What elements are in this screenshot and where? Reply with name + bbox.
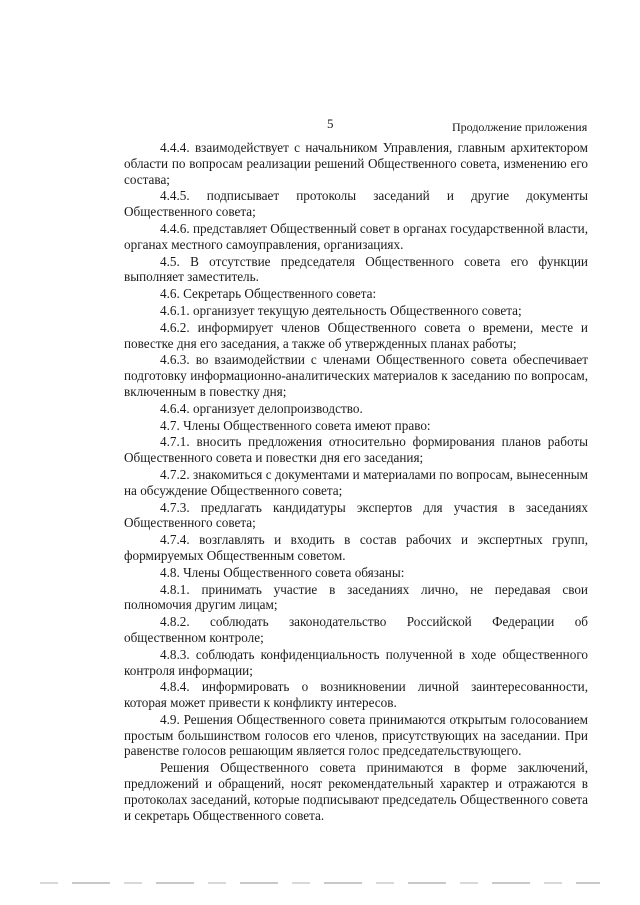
paragraph-4-8-1: 4.8.1. принимать участие в заседаниях лично, не передавая свои полномочия другим лицам; — [124, 581, 588, 613]
paragraph-4-6-1: 4.6.1. организует текущую деятельность Общественного совета; — [160, 302, 522, 318]
page-number: 5 — [327, 116, 334, 131]
paragraph-4-6-2: 4.6.2. информирует членов Общественного совета о времени, месте и повестке дня его заседания, а также об утвержденных планах работы; — [124, 319, 588, 351]
paragraph-4-6: 4.6. Секретарь Общественного совета: — [160, 286, 377, 302]
paragraph-4-8-2: 4.8.2. соблюдать законодательство Российской Федерации об общественном контроле; — [124, 614, 588, 645]
paragraph-4-7-2: 4.7.2. знакомиться с документами и материалами по вопросам, вынесенным на обсуждение Общественного совета; — [124, 466, 588, 498]
paragraph-4-7-1: 4.7.1. вносить предложения относительно формирования планов работы Общественного совета и повестки дня его заседания; — [124, 434, 588, 466]
paragraph-decisions: Решения Общественного совета принимаются в форме заключений, предложений и обращений, носят рекомендательный характер и отражаются в протоколах заседаний, которые подписывают председатель Общественного совета и секретарь Общественного совета. — [124, 760, 588, 823]
paragraph-4-7-3: 4.7.3. предлагать кандидатуры экспертов для участия в заседаниях Общественного совета; — [124, 499, 588, 531]
paragraph-4-5: 4.5. В отсутствие председателя Общественного совета его функции выполняет заместитель. — [124, 253, 588, 285]
paragraph-4-8: 4.8. Члены Общественного совета обязаны: — [160, 564, 405, 580]
paragraph-4-8-4: 4.8.4. информировать о возникновении личной заинтересованности, которая может привести к конфликту интересов. — [124, 679, 588, 711]
paragraph-4-6-3: 4.6.3. во взаимодействии с членами Общественного совета обеспечивает подготовку информационно-аналитических материалов к заседанию по вопросам, включенным в повестку дня; — [124, 352, 588, 399]
paragraph-4-6-4: 4.6.4. организует делопроизводство. — [160, 400, 363, 416]
paragraph-4-9: 4.9. Решения Общественного совета принимаются открытым голосованием простым большинством голосов его членов, присутствующих на заседании. При равенстве голосов решающим является голос председательствующего. — [124, 711, 588, 759]
paragraph-4-4-4: 4.4.4. взаимодействует с начальником Управления, главным архитектором области по вопросам реализации решений Общественного совета, изменению его состава; — [124, 140, 588, 187]
paragraph-4-7-4: 4.7.4. возглавлять и входить в состав рабочих и экспертных групп, формируемых Общественным советом. — [124, 532, 588, 563]
paragraph-4-7: 4.7. Члены Общественного совета имеют право: — [160, 417, 431, 433]
paragraph-4-4-6: 4.4.6. представляет Общественный совет в органах государственной власти, органах местного самоуправления, организациях. — [124, 220, 588, 252]
continuation-label: Продолжение приложения — [452, 120, 588, 134]
document-body — [124, 140, 588, 824]
paragraph-4-8-3: 4.8.3. соблюдать конфиденциальность полученной в ходе общественного контроля информации; — [124, 646, 588, 678]
paragraph-4-4-5: 4.4.5. подписывает протоколы заседаний и другие документы Общественного совета; — [124, 188, 588, 220]
scan-artifact-line — [40, 882, 600, 884]
